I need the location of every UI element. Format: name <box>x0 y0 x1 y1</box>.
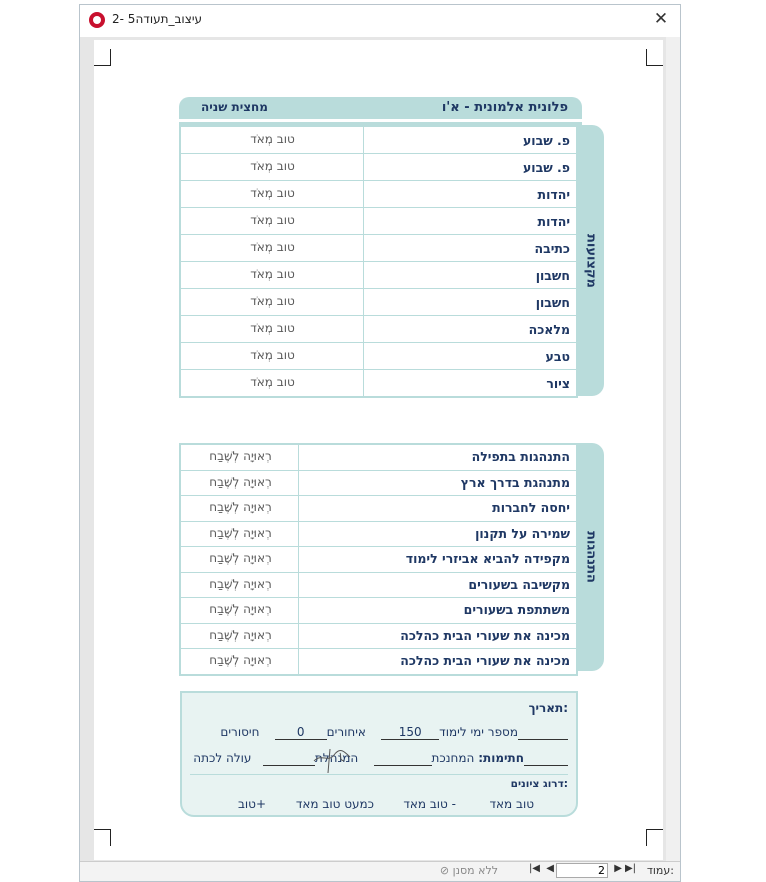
grade-value: טוב מְאֹד <box>250 375 295 389</box>
previous-page-button[interactable]: ◀ <box>546 863 554 874</box>
days-label: מספר ימי לימוד <box>439 725 518 739</box>
subject-name: מתנהגת בדרך ארץ <box>460 474 570 490</box>
crop-mark <box>94 829 111 846</box>
conduct-table <box>179 443 578 676</box>
grade-value: רְאוּיָה לְשֶׁבַח <box>209 576 272 591</box>
subjects-section <box>179 125 604 396</box>
subject-name: יחסה לחברות <box>492 500 570 515</box>
last-page-button[interactable]: ▶| <box>624 863 636 874</box>
late-label: איחורים <box>326 725 366 739</box>
subject-row <box>181 154 576 181</box>
title-bar <box>80 5 680 35</box>
subject-name: התנהגות בתפילה <box>471 449 570 464</box>
subject-name: חשבון <box>535 268 570 283</box>
status-bar <box>80 861 680 881</box>
late-value: 0 <box>275 725 327 740</box>
filter-status[interactable]: ⊘ ללא מסנן <box>439 864 498 877</box>
conduct-row <box>181 496 576 522</box>
report-window <box>79 4 681 882</box>
subject-name: ציור <box>546 376 570 391</box>
grade-value: רְאוּיָה לְשֶׁבַח <box>209 627 272 642</box>
absent-value <box>518 725 568 740</box>
page-label: עמוד: <box>646 864 674 877</box>
subject-row <box>181 208 576 235</box>
app-logo-icon <box>89 12 105 28</box>
days-value: 150 <box>381 725 439 740</box>
subject-name: מכינה את שעורי הבית כהלכה <box>400 627 570 643</box>
conduct-row <box>181 445 576 471</box>
promoted-label: עולה לכתה <box>193 751 252 765</box>
grade-value: טוב מְאֹד <box>250 213 295 227</box>
grade-value: טוב מְאֹד <box>250 267 295 281</box>
conduct-section <box>179 443 604 671</box>
subject-row <box>181 316 576 343</box>
principal-signature-image <box>310 743 360 775</box>
grade-value: רְאוּיָה לְשֶׁבַח <box>209 551 272 565</box>
subject-name: פ. שבוע <box>522 133 570 148</box>
grade-value: רְאוּיָה לְשֶׁבַח <box>209 500 272 514</box>
grade-value: טוב מְאֹד <box>250 348 295 362</box>
subject-row <box>181 181 576 208</box>
print-preview-area[interactable] <box>80 37 680 864</box>
grade-value: רְאוּיָה לְשֶׁבַח <box>209 449 272 463</box>
grade-value: רְאוּיָה לְשֶׁבַח <box>209 474 272 489</box>
conduct-row <box>181 573 576 599</box>
grade-value: רְאוּיָה לְשֶׁבַח <box>209 602 272 616</box>
scale-item: כמעט טוב מאד <box>295 797 374 811</box>
educator-label: המחנכת <box>431 751 475 765</box>
report-page <box>94 40 663 860</box>
signatures-label: חתימות: <box>478 751 524 765</box>
conduct-row <box>181 471 576 497</box>
subject-name: פ. שבוע <box>522 160 570 175</box>
conduct-row <box>181 547 576 573</box>
subject-name: שמירה על תקנון <box>475 525 570 541</box>
semester-label: מחצית שניה <box>201 100 268 114</box>
subject-name: מקשיבה בשעורים <box>468 576 570 592</box>
subject-row <box>181 289 576 316</box>
subjects-table <box>179 125 578 398</box>
student-header <box>179 97 582 119</box>
crop-mark <box>94 49 111 66</box>
grade-value: טוב מְאֹד <box>250 321 295 335</box>
subjects-tab: מקצועות <box>578 125 604 396</box>
grade-value: טוב מְאֹד <box>250 294 295 308</box>
scale-item: טוב מאד - <box>403 797 456 811</box>
summary-box <box>180 691 578 817</box>
subject-name: חשבון <box>535 295 570 310</box>
grade-value: טוב מְאֹד <box>250 132 295 146</box>
grade-value: רְאוּיָה לְשֶׁבַח <box>209 525 272 540</box>
page-number-input[interactable] <box>556 863 608 878</box>
date-label: תאריך: <box>528 701 568 715</box>
conduct-row <box>181 522 576 548</box>
crop-mark <box>646 49 663 66</box>
grade-value: טוב מְאֹד <box>250 240 295 254</box>
subject-name: יהדות <box>537 214 570 229</box>
subject-name: משתתפת בשעורים <box>463 602 570 617</box>
subject-name: מלאכה <box>528 322 570 337</box>
scale-label: דרוג ציונים: <box>510 778 568 790</box>
subject-row <box>181 127 576 154</box>
subject-row <box>181 235 576 262</box>
signatures-line <box>193 751 568 766</box>
subject-row <box>181 370 576 396</box>
subject-row <box>181 262 576 289</box>
principal-signature <box>263 751 315 766</box>
scale-item: טוב+ <box>237 797 266 811</box>
conduct-tab: התנהגות <box>578 443 604 671</box>
conduct-row <box>181 598 576 624</box>
first-page-button[interactable]: |◀ <box>528 863 540 874</box>
grade-value: רְאוּיָה לְשֶׁבַח <box>209 653 272 667</box>
educator-signature <box>374 751 432 766</box>
subject-name: יהדות <box>537 187 570 202</box>
crop-mark <box>646 829 663 846</box>
subject-name: מכינה את שעורי הבית כהלכה <box>400 653 570 668</box>
promoted-value <box>524 751 568 766</box>
grade-value: טוב מְאֹד <box>250 159 295 173</box>
no-filter-icon: ⊘ <box>439 864 453 877</box>
principal-label: המנהלת <box>314 751 359 765</box>
scale-item: טוב מאד <box>489 797 534 811</box>
vertical-scrollbar[interactable] <box>666 37 680 864</box>
subject-row <box>181 343 576 370</box>
conduct-row <box>181 624 576 650</box>
subject-name: טבע <box>545 349 570 364</box>
grade-value: טוב מְאֹד <box>250 186 295 200</box>
next-page-button[interactable]: ▶ <box>614 863 622 874</box>
close-button[interactable]: ✕ <box>653 9 669 29</box>
summary-divider <box>190 774 568 775</box>
absent-label: חיסורים <box>220 725 260 739</box>
window-title: עיצוב_תעודה5 -2 <box>112 12 203 26</box>
conduct-row <box>181 649 576 674</box>
attendance-line <box>220 725 568 740</box>
student-name: פלונית אלמונית - א'ו <box>441 100 568 115</box>
subject-name: מקפידה להביא אביזרי לימוד <box>405 551 570 566</box>
subject-name: כתיבה <box>534 241 570 256</box>
